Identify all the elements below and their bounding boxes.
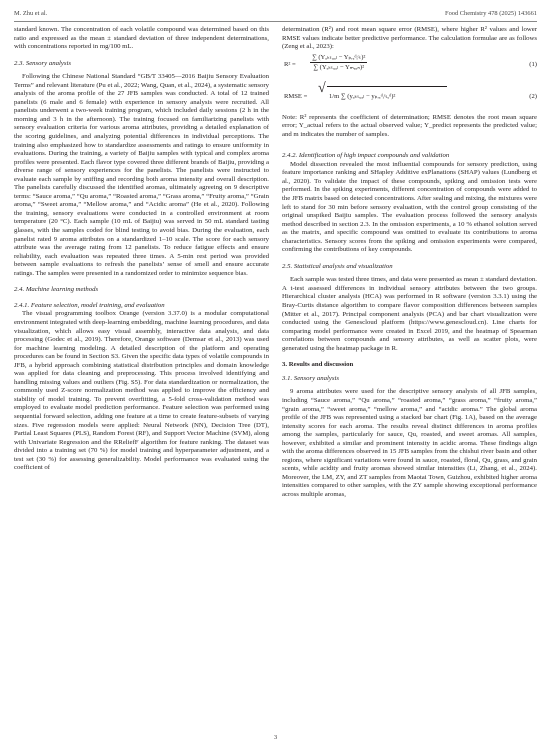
paragraph-stats: Each sample was tested three times, and data were presented as mean ± standard deviation. A t-test assessed differences in individual sensory attributes between the two groups. Hierarchical cluster analysis (HCA) was performed in R software (version 3.3.1) using the Bray-Curtis distance algorithm to compare flavor composition differences between samples (Mitter et al., 2017). Principal component analysis (PCA) and bar chart visualization were conducted using the Genescloud platform (https://www.genescloud.cn). Line charts for comparing model performance were created in Excel 2019, and the heatmap of Spearman correlations between compounds and sensory attributes, as well as scatter plots, were generated using the heatmap package in R.	[282, 276, 537, 352]
subsection-heading-results-sensory: 3.1. Sensory analysis	[282, 374, 339, 382]
equation-rmse-number: (2)	[529, 92, 537, 100]
section-heading-results: 3. Results and discussion	[282, 361, 354, 369]
subsection-heading-feature: 2.4.1. Feature selection, model training, and evaluation	[14, 301, 165, 309]
equation-r2-numerator: ∑ (Yₐₖₜᵤₐₗ − Yₚᵣₑᵈᵢᶜₜ)²	[312, 53, 366, 61]
paragraph-top: standard known. The concentration of each volatile compound was determined based on this ratio and expressed as the mean ± standard deviation of three independent determinations, with concentrations reported in mg/100 mL.	[14, 26, 269, 51]
equation-rmse	[282, 82, 537, 114]
running-header-authors: M. Zhu et al.	[14, 10, 48, 17]
section-heading-sensory: 2.3. Sensory analysis	[14, 59, 71, 67]
paragraph-results: 9 aroma attributes were used for the descriptive sensory analysis of all JFB samples, including “Sauce aroma,” “Qu aroma,” “roasted aroma,” “grass aroma,” “fruity aroma,” “grain aroma,” “sweet aroma,” “mellow aroma,” and “acidic aroma.” The global aroma profile of the JFB was represented using a stacked bar chart (Fig. 1A), based on the average intensity scores for each aroma. The results reveal distinct differences in aroma profiles among the samples, particularly for sauce, Qu, roasted, and sweet aromas. All samples, however, exhibited a similar and prominent intensity in acidic aroma. These findings align with the aroma differences observed in 15 JFB samples from the chishui river basin and other regions, where significant variations were found in sauce, roasted, floral, Qu, grass, and grain scents, while acidity and fruity aromas showed similar intensities (Li, Zhang, et al., 2024). Moreover, the LM, ZY, and ZT samples from Maotai Town, Guizhou, exhibited higher aroma intensities compared to other samples, with the ZY sample showing exceptional performance across multiple aromas,	[282, 388, 537, 498]
equation-rmse-body: 1/m ∑ (yₐₖₜᵤₐₗ − yₚᵣₑᵈᵢᶜₜₑᵈ)²	[329, 92, 396, 100]
equation-r2-number: (1)	[529, 60, 537, 68]
paragraph-metrics: determination (R²) and root mean square error (RMSE), where higher R² values and lower RMSE values indicate better predictive performance. The calculation formulae are as follows (Zeng et al., 2023):	[282, 26, 537, 51]
equation-r2-denominator: ∑ (Yₐₖₜᵤₐₗ − Yₘₑₐₙ)²	[313, 63, 365, 71]
equation-r2	[282, 52, 537, 82]
subsection-heading-impact: 2.4.2. Identification of high impact compounds and validation	[282, 152, 450, 160]
equation-rmse-lhs: RMSE =	[284, 92, 308, 100]
section-heading-stats: 2.5. Statistical analysis and visualization	[282, 262, 393, 270]
paragraph-sensory: Following the Chinese National Standard “GB/T 33405—2016 Baijiu Sensory Evaluation Terms” and relevant literature (Pu et al., 2022; Wang, Quan, et al., 2024), a systematic sensory analysis of the aroma profile of the 27 JFB samples was conducted. A total of 12 trained panelists (6 male and 6 female) with experience in sensory analysis were recruited. All panelists underwent a two-week training program, which included daily sessions (2 h in the morning and 3 h in the afternoon). The training focused on familiarizing panelists with sensory evaluation criteria for various aroma attributes, providing a detailed explanation of the scoring guidelines, and analyzing potential differences in individual perceptions. The training also emphasized how to standardize assessments and ratings to ensure uniformity in evaluations. During the training, a variety of Baijiu samples with typical and complex aroma profiles were presented. Each flavor type covered three different brands of Baijiu, providing a diverse range of sensory experiences for the panelists. The panelists were instructed to evaluate each sample by sniffing and recording both aroma intensity and overall description. The panelists carefully discussed the identified aromas, ultimately agreeing on 9 descriptive terms: “Sauce aroma,” “Qu aroma,” “Roasted aroma,” “Grass aroma,” “Fruity aroma,” “Grain aroma,” “Sweet aroma,” “Mellow aroma,” and “Acidic aroma” (He et al., 2020). Following the training, sensory evaluations were conducted in a controlled environment at room temperature (20 °C). Each sample (10 mL of Baijiu) was served in 50 mL standard tasting glasses, with the samples coded for blind testing to avoid bias. During the evaluation, each panelist rated 9 aroma attributes on a standardized 1–10 scale. The score for each sensory attribute was the average rating from 12 panelists. To reduce fatigue effects and ensure reliability, each evaluation was repeated three times. A 5-min rest period was provided between sample evaluations to refresh the panelists’ sense of smell and ensure accurate ratings. The samples were presented in a randomized order to minimize sequence bias.	[14, 73, 269, 277]
running-header-journal: Food Chemistry 478 (2025) 143661	[445, 10, 537, 17]
equation-r2-lhs: R² =	[284, 60, 296, 68]
sqrt-icon: √	[318, 80, 326, 96]
equation-r2-fraction	[310, 53, 367, 72]
section-heading-ml: 2.4. Machine learning methods	[14, 286, 99, 294]
paragraph-impact: Model dissection revealed the most influential compounds for sensory prediction, using feature importance ranking and SHapley Additive exPlanations (SHAP) values (Lundberg et al., 2020). To validate the impact of these compounds, spiking and omission tests were performed. In the spiking experiments, different concentration of compounds were added to the JFB matrix based on detected concentrations. After sealing and mixing, the mixtures were left to stand for 30 min before sensory evaluation, with the control group consisting of the original unspiked Baijiu samples. The evaluation process followed the sensory analysis method described in section 2.3. In the omission experiments, a 10 % ethanol solution served as the matrix, and specific compound was omitted to evaluate its contributions to aroma characteristics. Sensory scores from the spiking and omission experiments were compared, confirming the contributions of key compounds.	[282, 160, 537, 254]
paragraph-note: Note: R² represents the coefficient of determination; RMSE denotes the root mean square error; Y_actual refers to the actual observed value; Y_predict represents the predicted value; and m indicates the number of samples.	[282, 113, 537, 138]
header-rule	[14, 21, 537, 22]
sqrt-bar	[327, 86, 447, 87]
left-column	[14, 26, 269, 473]
right-column	[282, 26, 537, 500]
paragraph-ml: The visual programming toolbox Orange (version 3.37.0) is a modular computational environment integrated with deep-learning embedding, machine learning procedures, and data visualization, which allows easy visual assembly, interactive data analysis, and data processing (Godec et al., 2019). Therefore, Orange software (Demsar et al., 2013) was used for machine learning modeling. A detailed description of the platform and operating procedures can be found in Section S3. Given the specific data types of volatile compounds in JFB, a hybrid approach combining statistical distribution principles and domain knowledge was applied for data cleaning and preprocessing. This process involved identifying and handling missing values and outliers (Fig. S5). For data standardization or normalization, the commonly used Z-score normalization method was applied to improve the efficiency and stability of model training. To prevent overfitting, a 5-fold cross-validation method was employed to evaluate model prediction performance. Feature selection was performed using sequential forward selection, adding one feature at a time to create feature-subsets of varying sizes. Five regression models were applied: Neural Network (NN), Decision Tree (DT), Partial Least Squares (PLS), Random Forest (RF), and Support Vector Machine (SVM), along with Univariate Regression and the RReliefF algorithm for feature ranking. The dataset was divided into a training set (70 %) for model training and hyperparameter adjustment, and a test set (30 %) for assessing generalizability. Model performance was evaluated using the coefficient of	[14, 310, 269, 472]
page-number: 3	[273, 734, 278, 741]
